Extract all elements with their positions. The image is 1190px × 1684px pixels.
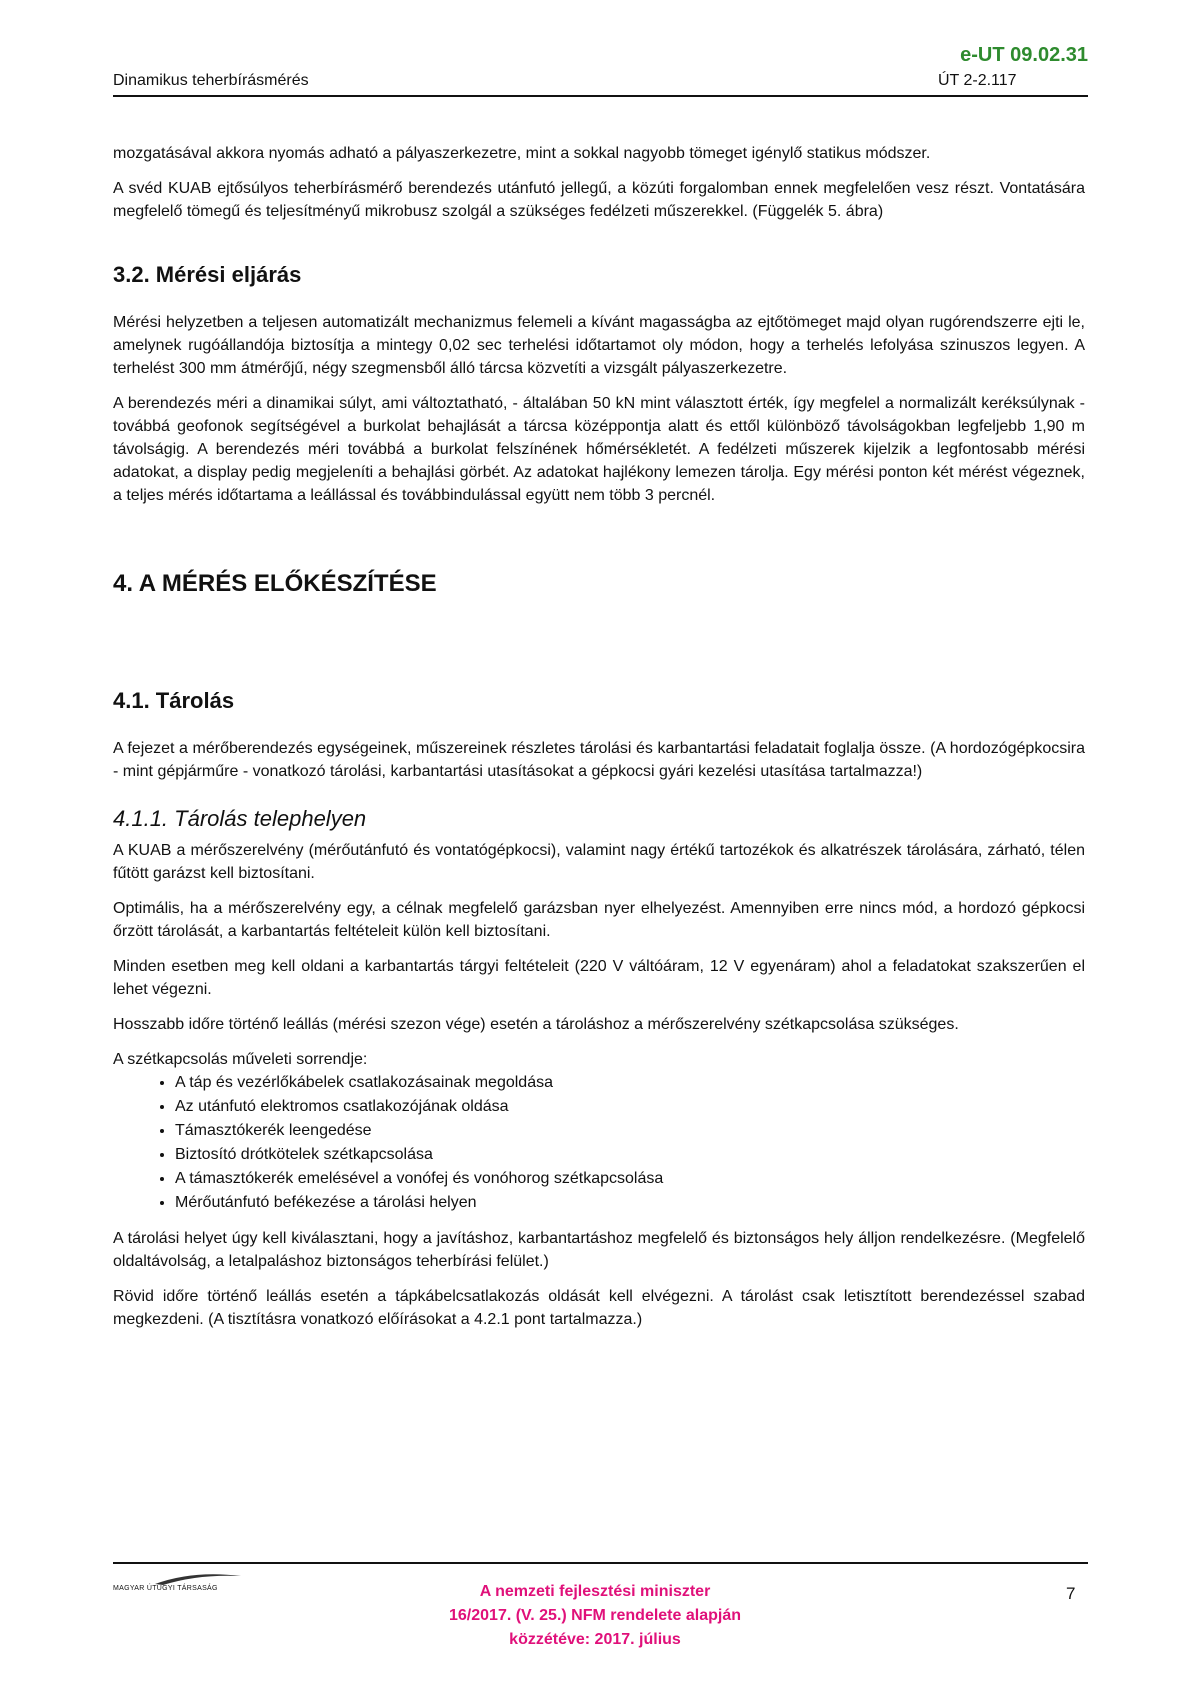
list-item: • A táp és vezérlőkábelek csatlakozásainak megoldása: [175, 1071, 1085, 1095]
header-subcode: ÚT 2-2.117: [938, 72, 1017, 89]
paragraph: Minden esetben meg kell oldani a karbantartás tárgyi feltételeit (220 V váltóáram, 12 V egyenáram) ahol a feladatokat szakszerűen el lehet végezni.: [113, 958, 1085, 998]
list-item: • Biztosító drótkötelek szétkapcsolása: [175, 1143, 1085, 1167]
paragraph: Mérési helyzetben a teljesen automatizált mechanizmus felemeli a kívánt magasságba az ejtőtömeget majd olyan rugórendszerre ejti le, amelynek rugóállandója biztosítja a mintegy 0,02 sec terhelési időtartamot oly módon, hogy a terhelés lefolyása szinuszos legyen. A terhelést 300 mm átmérőjű, négy szegmensből álló tárcsa közvetíti a vizsgált pályaszerkezetre.: [113, 314, 1085, 377]
section-heading: 3.2. Mérési eljárás: [113, 262, 302, 287]
paragraph: Rövid időre történő leállás esetén a tápkábelcsatlakozás oldását kell elvégezni. A tárolást csak letisztított berendezéssel szabad megkezdeni. (A tisztításra vonatkozó előírásokat a 4.2.1 pont tartalmazza.): [113, 1288, 1085, 1328]
bullet-list: [113, 1071, 1085, 1215]
paragraph: A KUAB a mérőszerelvény (mérőutánfutó és vontatógépkocsi), valamint nagy értékű tartozékok és alkatrészek tárolására, zárható, télen fűtött garázst kell biztosítani.: [113, 842, 1085, 882]
section-heading: 4.1. Tárolás: [113, 688, 235, 713]
document-body: [113, 142, 1085, 1343]
paragraph: A tárolási helyet úgy kell kiválasztani, hogy a javításhoz, karbantartáshoz megfelelő és biztonságos hely álljon rendelkezésre. (Megfelelő oldaltávolság, a letalpaláshoz biztonságos teherbírási felület.): [113, 1230, 1085, 1270]
paragraph: A fejezet a mérőberendezés egységeinek, műszereinek részletes tárolási és karbantartási feladatait foglalja össze. (A hordozógépkocsira - mint gépjárműre - vonatkozó tárolási, karbantartási utasításokat a gépkocsi gyári kezelési utasítása tartalmazza!): [113, 740, 1085, 780]
page-number: 7: [1066, 1584, 1076, 1603]
paragraph: A svéd KUAB ejtősúlyos teherbírásmérő berendezés utánfutó jellegű, a közúti forgalomban ennek megfelelően vesz részt. Vontatására megfelelő tömegű és teljesítményű mikrobusz szolgál a szükséges fedélzeti műszerekkel. (Függelék 5. ábra): [113, 180, 1085, 220]
paragraph: A szétkapcsolás műveleti sorrendje:: [113, 1051, 368, 1068]
publisher-logo: [113, 1572, 263, 1596]
logo-text: MAGYAR ÚTÜGYI TÁRSASÁG: [113, 1585, 218, 1592]
footer-line-3: közzétéve: 2017. július: [509, 1631, 681, 1648]
paragraph: Hosszabb időre történő leállás (mérési szezon vége) esetén a tároláshoz a mérőszerelvény szétkapcsolása szükséges.: [113, 1016, 959, 1033]
chapter-heading: 4. A MÉRÉS ELŐKÉSZÍTÉSE: [113, 570, 437, 597]
paragraph: mozgatásával akkora nyomás adható a pályaszerkezetre, mint a sokkal nagyobb tömeget igénylő statikus módszer.: [113, 145, 931, 162]
subsection-heading: 4.1.1. Tárolás telephelyen: [113, 806, 367, 831]
footer-divider: [113, 1562, 1088, 1564]
list-item: • A támasztókerék emelésével a vonófej és vonóhorog szétkapcsolása: [175, 1167, 1085, 1191]
swoosh-icon: [153, 1572, 243, 1586]
list-item: • Támasztókerék leengedése: [175, 1119, 1085, 1143]
paragraph: A berendezés méri a dinamikai súlyt, ami változtatható, - általában 50 kN mint választott érték, így megfelel a normalizált keréksúlynak - továbbá geofonok segítségével a burkolat behajlását a tárcsa középpontja alatt és ettől különböző távolságokban legfeljebb 1,90 m távolságig. A berendezés méri továbbá a burkolat felszínének hőmérsékletét. A fedélzeti műszerek kijelzik a legfontosabb mérési adatokat, a display pedig megjeleníti a behajlási görbét. Az adatokat hajlékony lemezen tárolja. Egy mérési ponton két mérést végeznek, a teljes mérés időtartama a leállással és továbbindulással együtt nem több 3 percnél.: [113, 395, 1085, 504]
header-title: Dinamikus teherbírásmérés: [113, 72, 309, 89]
footer-line-2: 16/2017. (V. 25.) NFM rendelete alapján: [449, 1607, 741, 1624]
document-code: e-UT 09.02.31: [960, 44, 1088, 66]
footer-line-1: A nemzeti fejlesztési miniszter: [479, 1583, 711, 1600]
list-item: • Az utánfutó elektromos csatlakozójának oldása: [175, 1095, 1085, 1119]
header-divider: [113, 95, 1088, 97]
list-item: • Mérőutánfutó befékezése a tárolási helyen: [175, 1191, 1085, 1215]
paragraph: Optimális, ha a mérőszerelvény egy, a célnak megfelelő garázsban nyer elhelyezést. Amennyiben erre nincs mód, a hordozó gépkocsi őrzött tárolását, a karbantartás feltételeit külön kell biztosítani.: [113, 900, 1085, 940]
